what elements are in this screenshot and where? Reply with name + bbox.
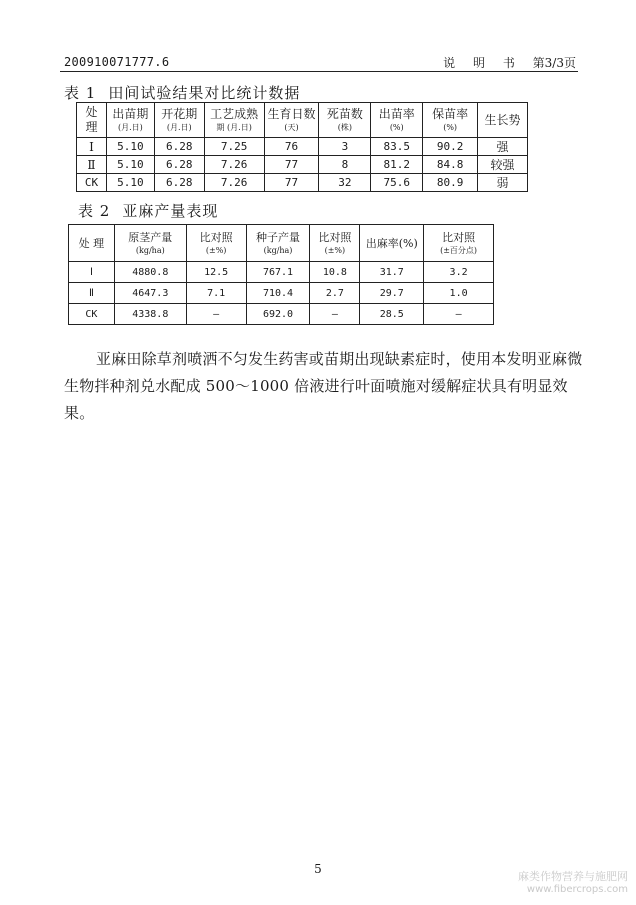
table1-header-row [77,103,528,138]
table2-cell: 2.7 [310,283,360,304]
table2-cell: 10.8 [310,262,360,283]
table1-header-cell: 开花期 (月.日) [154,103,204,138]
document-label [429,54,576,71]
table2-header-cell: 种子产量 (kg/ha) [246,225,310,262]
table1-cell: Ⅱ [77,156,107,174]
table1-cell: 6.28 [154,138,204,156]
table1-cell: 5.10 [106,174,154,192]
table1-header-cell: 处 理 [77,103,107,138]
table1-cell: 80.9 [423,174,478,192]
table2-row [69,283,494,304]
table2-cell: 692.0 [246,304,310,325]
page-indicator: 第3/3页 [532,56,576,70]
table2-cell: 767.1 [246,262,310,283]
table2-header-cell: 处 理 [69,225,115,262]
table1-header-cell: 工艺成熟 期 (月.日) [204,103,264,138]
table1-caption [64,82,300,103]
table2-number: 表 2 [78,202,111,220]
table2-cell: 1.0 [424,283,494,304]
label-char-2: 明 [472,56,485,70]
table1-cell: 强 [478,138,528,156]
label-char-3: 书 [502,56,515,70]
table2-cell: 3.2 [424,262,494,283]
table1-cell: 32 [319,174,371,192]
watermark-site-name: 麻类作物营养与施肥网 [518,870,628,883]
table1-header-cell: 生育日数 (天) [264,103,319,138]
table1-cell: 8 [319,156,371,174]
table1-cell: 83.5 [371,138,423,156]
table1 [76,102,528,192]
table2-cell: — [424,304,494,325]
table2-header-cell: 出麻率(%) [360,225,424,262]
table1-cell: 76 [264,138,319,156]
table1-cell: 5.10 [106,138,154,156]
table1-title: 田间试验结果对比统计数据 [108,84,301,102]
label-char-1: 说 [443,56,456,70]
table1-cell: 较强 [478,156,528,174]
table2-cell: — [186,304,246,325]
table1-cell: 90.2 [423,138,478,156]
table2-cell: 31.7 [360,262,424,283]
table2-cell: 29.7 [360,283,424,304]
table1-header-cell: 保苗率 (%) [423,103,478,138]
table2-cell: 7.1 [186,283,246,304]
table2-cell: — [310,304,360,325]
table2-header-row [69,225,494,262]
table1-number: 表 1 [64,84,97,102]
table1-row [77,174,528,192]
table2-cell: Ⅱ [69,283,115,304]
table1-header-cell: 出苗率 (%) [371,103,423,138]
table2-cell: CK [69,304,115,325]
document-number: 200910071777.6 [64,55,170,69]
table1-cell: Ⅰ [77,138,107,156]
table1-header-cell: 生长势 [478,103,528,138]
table1-cell: 77 [264,174,319,192]
header-rule [60,71,578,72]
table2-cell: 710.4 [246,283,310,304]
table1-cell: 6.28 [154,174,204,192]
table1-header-cell: 死苗数 (株) [319,103,371,138]
table1-row [77,156,528,174]
table2-header-cell: 比对照 (±%) [186,225,246,262]
table1-cell: 7.26 [204,174,264,192]
table2-cell: 28.5 [360,304,424,325]
table1-row [77,138,528,156]
table1-cell: 75.6 [371,174,423,192]
table1-cell: 5.10 [106,156,154,174]
table2-header-cell: 比对照 (±百分点) [424,225,494,262]
table1-cell: 77 [264,156,319,174]
watermark [518,870,628,896]
table1-cell: 弱 [478,174,528,192]
table2-row [69,262,494,283]
table1-cell: 7.26 [204,156,264,174]
table1-cell: 81.2 [371,156,423,174]
table2-caption [78,200,218,221]
table1-cell: 3 [319,138,371,156]
table2-header-cell: 比对照 (±%) [310,225,360,262]
table2-header-cell: 原茎产量 (kg/ha) [114,225,186,262]
body-paragraph: 亚麻田除草剂喷洒不匀发生药害或苗期出现缺素症时，使用本发明亚麻微生物拌种剂兑水配成 500～1000 倍液进行叶面喷施对缓解症状具有明显效果。 [64,350,583,422]
watermark-url: www.fibercrops.com [526,884,628,895]
table1-cell: CK [77,174,107,192]
table1-cell: 84.8 [423,156,478,174]
table2-cell: 4647.3 [114,283,186,304]
page-number: 5 [314,862,322,876]
table2 [68,224,494,325]
table1-cell: 7.25 [204,138,264,156]
table2-cell: 4880.8 [114,262,186,283]
table1-header-cell: 出苗期 (月.日) [106,103,154,138]
table2-cell: 4338.8 [114,304,186,325]
table2-cell: Ⅰ [69,262,115,283]
table2-row [69,304,494,325]
table1-cell: 6.28 [154,156,204,174]
table2-title: 亚麻产量表现 [122,202,219,220]
table2-cell: 12.5 [186,262,246,283]
